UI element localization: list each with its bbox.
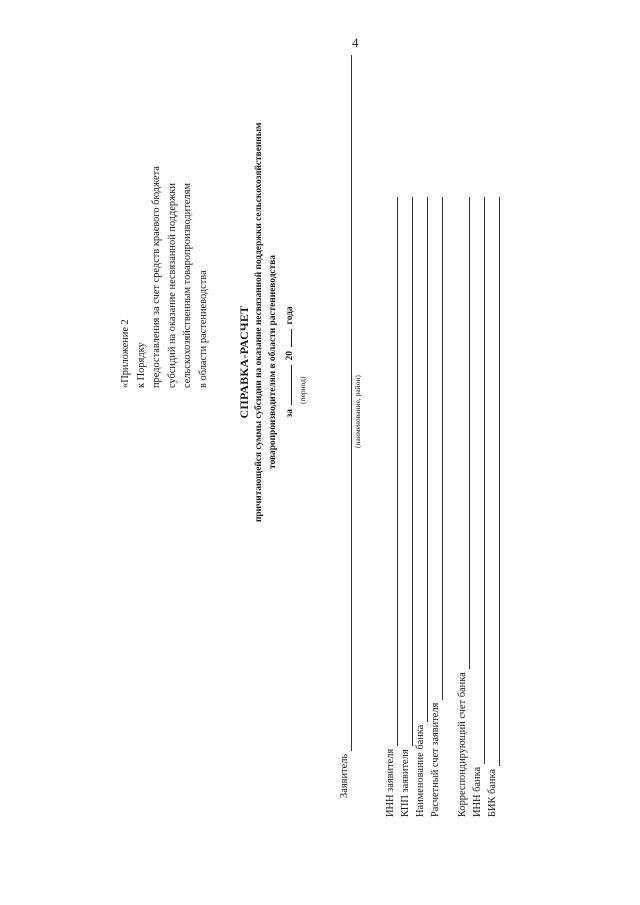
period-year-number: 20 <box>285 351 295 361</box>
field-label: Наименование банка <box>415 724 426 817</box>
year-blank <box>280 329 292 347</box>
applicant-row <box>338 55 352 798</box>
field-line[interactable] <box>431 197 443 700</box>
period-blank <box>280 365 292 405</box>
document-heading <box>235 122 308 522</box>
appendix-line: сельскохозяйственным товаропроизводителям <box>182 183 193 388</box>
appendix-line: субсидий на оказание несвязанной поддержки <box>166 183 178 388</box>
field-label: КПП заявителя <box>400 749 411 817</box>
field-label: ИНН банка <box>472 766 483 817</box>
field-label: БИК банка <box>487 769 498 817</box>
appendix-note <box>118 80 211 388</box>
applicant-hint: (наименование, район) <box>353 375 362 448</box>
applicant-label: Заявитель <box>339 753 350 798</box>
appendix-line: «Приложение 2 <box>120 319 131 388</box>
document-subtitle: товаропроизводителям в области растениеводства <box>267 255 278 469</box>
bank-field-row <box>455 197 470 817</box>
applicant-field[interactable] <box>340 55 352 751</box>
bank-field-row <box>470 197 485 817</box>
document-subtitle: причитающейся суммы субсидии на оказание несвязанной поддержки сельскохозяйственным <box>254 122 264 522</box>
document-title: СПРАВКА-РАСЧЕТ <box>237 305 251 419</box>
applicant-section <box>338 55 363 798</box>
field-line[interactable] <box>488 197 500 766</box>
bank-field-row <box>398 197 413 817</box>
field-label: ИНН заявителя <box>385 748 396 817</box>
period-suffix: года <box>285 306 295 325</box>
bank-field-row <box>413 197 428 817</box>
bank-field-row <box>383 197 398 817</box>
appendix-line: в области растениеводства <box>197 270 209 388</box>
bank-field-row <box>485 197 500 817</box>
period-row <box>280 202 297 522</box>
period-prefix: за <box>285 409 295 418</box>
group-spacer <box>443 197 455 817</box>
appendix-line: предоставления за счет средств краевого бюджета <box>151 166 162 388</box>
bank-field-row <box>428 197 443 817</box>
field-line[interactable] <box>473 197 485 764</box>
field-label: Корреспондирующий счет банка <box>457 672 468 817</box>
field-line[interactable] <box>416 197 428 722</box>
field-line[interactable] <box>386 197 398 746</box>
period-hint: (период) <box>298 376 307 404</box>
field-label: Расчетный счет заявителя <box>430 702 441 817</box>
field-line[interactable] <box>458 197 470 669</box>
bank-details-section <box>383 197 500 817</box>
appendix-line: к Порядку <box>135 342 147 388</box>
field-line[interactable] <box>401 197 413 746</box>
page-number: 4 <box>352 35 359 50</box>
